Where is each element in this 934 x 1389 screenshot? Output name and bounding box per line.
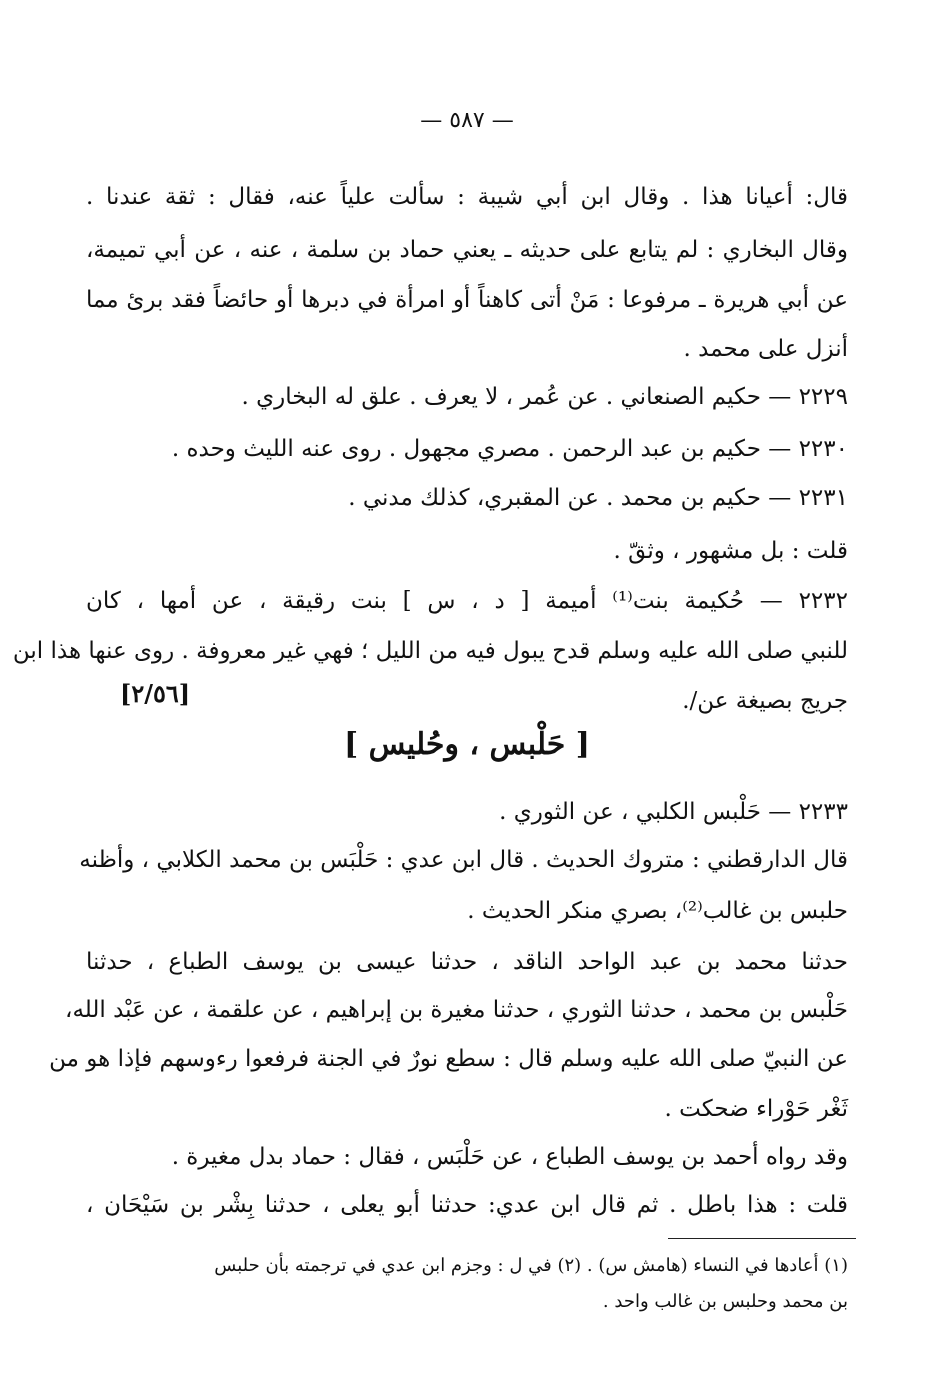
- entry-line: ٢٢٣١ — حكيم بن محمد . عن المقبري، كذلك مدني .: [348, 485, 848, 511]
- text-line: عن النبيّ صلى الله عليه وسلم قال : سطع نورٌ في الجنة فرفعوا رءوسهم فإذا هو من: [49, 1046, 848, 1072]
- entry-line: ٢٢٢٩ — حكيم الصنعاني . عن عُمر ، لا يعرف . علق له البخاري .: [241, 384, 848, 410]
- footnote-divider: [668, 1238, 856, 1239]
- text-line: وقد رواه أحمد بن يوسف الطباع ، عن حَلْبَس ، فقال : حماد بدل مغيرة .: [171, 1144, 848, 1170]
- entry-line: ٢٢٣٣ — حَلْبس الكلبي ، عن الثوري .: [499, 799, 848, 825]
- text-line: قلت : هذا باطل . ثم قال ابن عدي: حدثنا أبو يعلى ، حدثنا بِشْر بن سَيْحَان ،: [86, 1192, 848, 1218]
- text-line: وقال البخاري : لم يتابع على حديثه ـ يعني حماد بن سلمة ، عنه ، عن أبي تميمة،: [86, 237, 848, 263]
- text-line: ثَغْر حَوْراء ضحكت .: [664, 1096, 848, 1122]
- text-line: قال الدارقطني : متروك الحديث . قال ابن عدي : حَلْبَس بن محمد الكلابي ، وأظنه: [79, 847, 848, 873]
- page-number: — ٥٨٧ —: [420, 108, 514, 133]
- footnote-line: (١) أعادها في النساء (هامش س) . (٢) في ل : وجزم ابن عدي في ترجمته بأن حلبس: [214, 1255, 848, 1276]
- margin-reference: [٢/٥٦]: [120, 679, 191, 708]
- text-line: للنبي صلى الله عليه وسلم قدح يبول فيه من الليل ؛ فهي غير معروفة . روى عنها هذا ابن: [12, 638, 848, 664]
- text-line: جريج بصيغة عن/.: [682, 688, 848, 714]
- section-heading: [ حَلْبس ، وحُليس ]: [344, 727, 590, 762]
- text-line: حَلْبس بن محمد ، حدثنا الثوري ، حدثنا مغيرة بن إبراهيم ، عن علقمة ، عن عَبْد الله،: [65, 997, 848, 1023]
- text-line: عن أبي هريرة ـ مرفوعا : مَنْ أتى كاهناً أو امرأة في دبرها أو حائضاً فقد برئ مما: [86, 287, 848, 313]
- text-line: قلت : بل مشهور ، وثقّ .: [613, 538, 848, 564]
- text-line: حلبس بن غالب⁽²⁾، بصري منكر الحديث .: [467, 898, 848, 924]
- text-line: قال: أعيانا هذا . وقال ابن أبي شيبة : سألت علياً عنه، فقال : ثقة عندنا .: [86, 184, 848, 210]
- text-line: حدثنا محمد بن عبد الواحد الناقد ، حدثنا عيسى بن يوسف الطباع ، حدثنا: [86, 949, 848, 975]
- entry-line: ٢٢٣٢ — حُكيمة بنت⁽¹⁾ أميمة [ د ، س ] بنت رقيقة ، عن أمها ، كان: [86, 588, 848, 614]
- text-line: أنزل على محمد .: [683, 336, 848, 362]
- footnote-line: بن محمد وحلبس بن غالب واحد .: [602, 1291, 848, 1312]
- entry-line: ٢٢٣٠ — حكيم بن عبد الرحمن . مصري مجهول . روى عنه الليث وحده .: [171, 436, 848, 462]
